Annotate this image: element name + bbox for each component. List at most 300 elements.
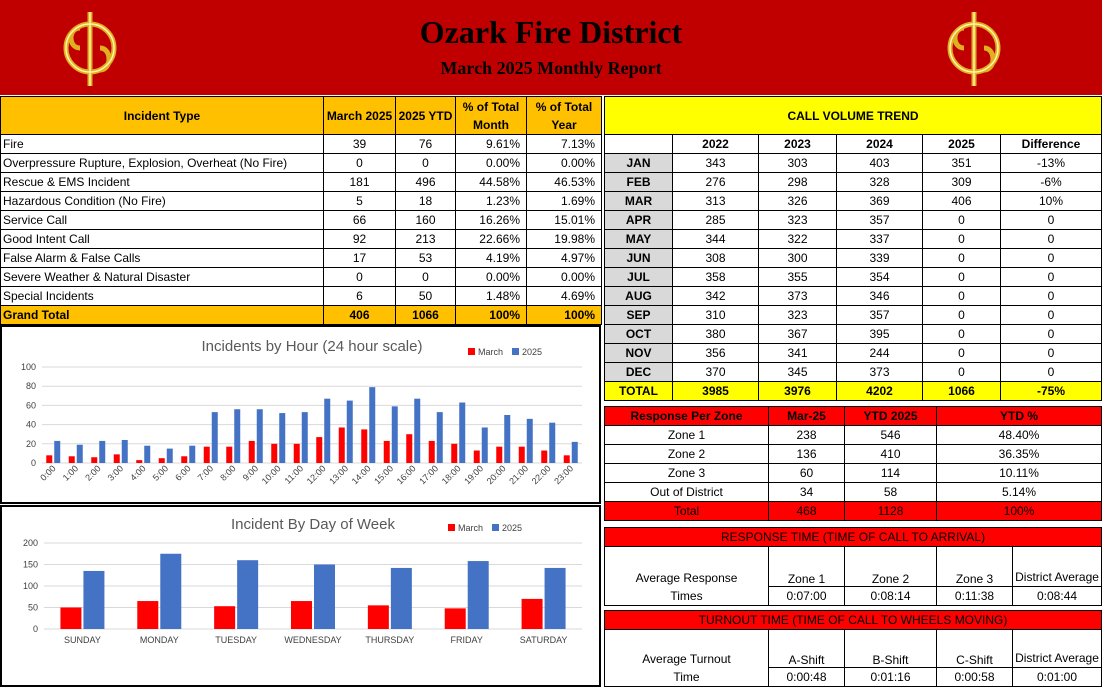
zone-cell: 10.11%	[937, 464, 1102, 483]
zone-cell: 58	[845, 483, 937, 502]
trend-month-row	[605, 363, 1102, 382]
trend-value-cell: 313	[673, 192, 759, 211]
trend-value-cell: 395	[837, 325, 923, 344]
pct-year-cell: 7.13%	[527, 135, 602, 154]
incident-row	[1, 192, 602, 211]
march-bar	[46, 455, 52, 463]
c-shift-turnout-value: 0:00:58	[937, 668, 1013, 687]
ytd-2025-bar	[324, 399, 330, 463]
trend-month-row	[605, 306, 1102, 325]
zone-column-header: Mar-25	[769, 407, 845, 426]
legend-swatch	[492, 524, 499, 531]
trend-month-row	[605, 192, 1102, 211]
trend-column-header-row	[605, 135, 1102, 154]
ytd-2025-bar	[237, 560, 258, 629]
trend-value-cell: 0	[1001, 306, 1102, 325]
x-tick-label: 19:00	[462, 463, 486, 487]
trend-value-cell: 369	[837, 192, 923, 211]
zone-cell: 60	[769, 464, 845, 483]
trend-value-cell: 373	[759, 287, 837, 306]
zone-cell: 34	[769, 483, 845, 502]
report-title: Ozark Fire District	[419, 14, 683, 50]
trend-year-header: 2024	[837, 135, 923, 154]
district-average-turnout-value: 0:01:00	[1013, 668, 1102, 687]
trend-value-cell: 0	[923, 268, 1001, 287]
trend-value-cell: 0	[923, 344, 1001, 363]
trend-value-cell: 308	[673, 249, 759, 268]
x-tick-label: 0:00	[38, 463, 58, 483]
x-tick-label: 15:00	[372, 463, 396, 487]
district-average-turnout-header: District Average	[1013, 630, 1102, 668]
pct-year-cell: 15.01%	[527, 211, 602, 230]
x-tick-label: 5:00	[150, 463, 171, 483]
trend-month-row	[605, 154, 1102, 173]
y-tick-label: 20	[25, 438, 36, 449]
march-bar	[271, 444, 277, 463]
ytd-2025-bar	[482, 427, 488, 463]
trend-value-cell: 309	[923, 173, 1001, 192]
trend-month-row	[605, 325, 1102, 344]
zone2-column-header: Zone 2	[845, 547, 937, 587]
incident-type-header: Incident Type	[1, 97, 324, 135]
pct-year-cell: 4.69%	[527, 287, 602, 306]
trend-month-row	[605, 211, 1102, 230]
trend-value-cell: 0	[1001, 268, 1102, 287]
trend-value-cell: 0	[923, 230, 1001, 249]
x-tick-label: 13:00	[327, 463, 351, 487]
ytd-2025-bar	[314, 565, 335, 630]
incidents-by-day-chart	[0, 505, 601, 687]
pct-month-cell: 9.61%	[456, 135, 527, 154]
ytd-2025-bar	[77, 445, 83, 463]
x-tick-label: TUESDAY	[215, 635, 258, 645]
avg-response-label-line1: Average Response	[635, 571, 738, 585]
march-bar	[522, 599, 543, 629]
y-tick-label: 60	[25, 400, 36, 411]
ytd-2025-bar	[160, 554, 181, 629]
zone-header-row	[605, 407, 1102, 426]
march-bar	[214, 606, 235, 629]
trend-month-label: SEP	[605, 306, 673, 325]
trend-value-cell: 406	[923, 192, 1001, 211]
ytd-2025-bar	[369, 387, 375, 463]
trend-value-cell: 298	[759, 173, 837, 192]
march-count-cell: 17	[324, 249, 396, 268]
zone-cell: 36.35%	[937, 445, 1102, 464]
incident-row	[1, 287, 602, 306]
march-count-cell: 181	[324, 173, 396, 192]
ytd-count-cell: 0	[396, 268, 456, 287]
march-bar	[519, 447, 525, 463]
zone-cell: Zone 1	[605, 426, 769, 445]
district-average-column-header: District Average	[1013, 547, 1102, 587]
incident-type-cell: Severe Weather & Natural Disaster	[1, 268, 324, 287]
march-count-cell: 0	[324, 268, 396, 287]
trend-value-cell: 346	[837, 287, 923, 306]
trend-value-cell: 342	[673, 287, 759, 306]
pct-year-cell: 19.98%	[527, 230, 602, 249]
trend-year-header: 2025	[923, 135, 1001, 154]
response-per-zone-table	[604, 406, 1102, 521]
trend-month-label: AUG	[605, 287, 673, 306]
ytd-2025-bar	[527, 419, 533, 463]
ytd-2025-bar	[54, 441, 60, 463]
trend-total-cell: 1066	[923, 382, 1001, 401]
trend-value-cell: 357	[837, 306, 923, 325]
trend-month-row	[605, 287, 1102, 306]
zone-cell: Out of District	[605, 483, 769, 502]
call-volume-trend-title: CALL VOLUME TREND	[605, 97, 1102, 135]
trend-total-cell: TOTAL	[605, 382, 673, 401]
trend-total-cell: 4202	[837, 382, 923, 401]
trend-value-cell: 367	[759, 325, 837, 344]
zone-row	[605, 426, 1102, 445]
zone-cell: Zone 3	[605, 464, 769, 483]
legend-swatch	[468, 348, 475, 355]
march-bar	[541, 451, 547, 463]
x-tick-label: MONDAY	[139, 635, 179, 645]
trend-value-cell: 355	[759, 268, 837, 287]
march-bar	[445, 608, 466, 629]
x-tick-label: 6:00	[173, 463, 193, 483]
pct-month-cell: 4.19%	[456, 249, 527, 268]
x-tick-label: 11:00	[282, 463, 306, 486]
ytd-2025-bar	[392, 406, 398, 463]
pct-month-cell: 1.48%	[456, 287, 527, 306]
incident-row	[1, 135, 602, 154]
report-header	[0, 0, 1102, 95]
pct-year-cell: 0.00%	[527, 154, 602, 173]
trend-value-cell: 0	[1001, 249, 1102, 268]
ytd-2025-bar	[122, 440, 128, 463]
trend-total-cell: -75%	[1001, 382, 1102, 401]
incident-type-cell: Rescue & EMS Incident	[1, 173, 324, 192]
x-tick-label: 10:00	[259, 463, 283, 487]
pct-month-cell: 22.66%	[456, 230, 527, 249]
incidents-by-hour-svg	[2, 327, 599, 502]
trend-month-label: APR	[605, 211, 673, 230]
trend-value-cell: 356	[673, 344, 759, 363]
x-tick-label: 18:00	[439, 463, 463, 487]
ytd-2025-bar	[468, 561, 489, 629]
ytd-2025-bar	[83, 571, 104, 629]
pct-month-cell: 0.00%	[456, 154, 527, 173]
trend-value-cell: 244	[837, 344, 923, 363]
march-count-cell: 66	[324, 211, 396, 230]
x-tick-label: 20:00	[484, 463, 508, 487]
trend-value-cell: 337	[837, 230, 923, 249]
trend-value-cell: 0	[923, 211, 1001, 230]
trend-value-cell: 341	[759, 344, 837, 363]
march-bar	[204, 447, 210, 463]
x-tick-label: SATURDAY	[519, 635, 568, 645]
b-shift-turnout-value: 0:01:16	[845, 668, 937, 687]
incident-type-cell: False Alarm & False Calls	[1, 249, 324, 268]
response-time-table	[604, 527, 1102, 606]
b-shift-column-header: B-Shift	[845, 630, 937, 668]
avg-turnout-label-line2: Time	[673, 670, 700, 684]
avg-response-label-line2: Times	[670, 589, 703, 603]
y-tick-label: 100	[22, 581, 38, 591]
legend-swatch	[512, 348, 519, 355]
zone-cell: 48.40%	[937, 426, 1102, 445]
x-tick-label: 3:00	[105, 463, 126, 483]
x-tick-label: 2:00	[83, 463, 103, 483]
grand-total-cell: Grand Total	[1, 306, 324, 325]
ytd-2025-bar	[144, 446, 150, 463]
legend-label: 2025	[522, 347, 543, 357]
x-tick-label: WEDNESDAY	[284, 635, 342, 645]
x-tick-label: 8:00	[218, 463, 238, 483]
trend-value-cell: 403	[837, 154, 923, 173]
trend-value-cell: 0	[1001, 287, 1102, 306]
ytd-2025-bar	[504, 415, 510, 463]
report-subtitle: March 2025 Monthly Report	[440, 58, 662, 78]
x-tick-label: SUNDAY	[64, 635, 101, 645]
march-bar	[339, 427, 345, 463]
march-bar	[137, 601, 158, 629]
avg-turnout-label	[605, 630, 769, 687]
march-bar	[429, 441, 435, 463]
turnout-time-table	[604, 610, 1102, 687]
trend-value-cell: 300	[759, 249, 837, 268]
trend-value-cell: 323	[759, 211, 837, 230]
march-count-cell: 0	[324, 154, 396, 173]
march-count-cell: 92	[324, 230, 396, 249]
pct-year-cell: 0.00%	[527, 268, 602, 287]
zone-row	[605, 483, 1102, 502]
chart-title: Incident By Day of Week	[231, 516, 395, 533]
grand-total-cell: 100%	[456, 306, 527, 325]
x-tick-label: 9:00	[240, 463, 261, 483]
incident-type-cell: Special Incidents	[1, 287, 324, 306]
ytd-2025-bar	[437, 412, 443, 463]
trend-blank-header	[605, 135, 673, 154]
pct-month-cell: 0.00%	[456, 268, 527, 287]
x-tick-label: 23:00	[552, 463, 576, 487]
incident-row	[1, 154, 602, 173]
ytd-2025-bar	[302, 412, 308, 463]
ytd-count-cell: 213	[396, 230, 456, 249]
trend-month-label: NOV	[605, 344, 673, 363]
pct-year-cell: 4.97%	[527, 249, 602, 268]
legend-label: March	[478, 347, 504, 357]
grand-total-cell: 1066	[396, 306, 456, 325]
grand-total-cell: 100%	[527, 306, 602, 325]
zone-column-header: YTD 2025	[845, 407, 937, 426]
x-tick-label: THURSDAY	[365, 635, 415, 645]
trend-value-cell: 310	[673, 306, 759, 325]
incident-type-cell: Hazardous Condition (No Fire)	[1, 192, 324, 211]
zone-total-cell: 468	[769, 502, 845, 521]
ytd-2025-bar	[391, 568, 412, 629]
y-tick-label: 100	[20, 362, 36, 372]
trend-value-cell: -13%	[1001, 154, 1102, 173]
trend-total-cell: 3976	[759, 382, 837, 401]
x-tick-label: 14:00	[349, 463, 373, 487]
ytd-2025-bar	[212, 412, 218, 463]
trend-value-cell: 322	[759, 230, 837, 249]
march-bar	[451, 444, 457, 463]
turnout-time-title: TURNOUT TIME (TIME OF CALL TO WHEELS MOVING)	[605, 611, 1102, 630]
trend-value-cell: 0	[1001, 230, 1102, 249]
ytd-2025-bar	[545, 568, 566, 629]
y-tick-label: 0	[32, 624, 38, 634]
ytd-2025-bar	[347, 401, 353, 463]
zone-row	[605, 445, 1102, 464]
trend-value-cell: 370	[673, 363, 759, 382]
trend-value-cell: -6%	[1001, 173, 1102, 192]
x-tick-label: 16:00	[394, 463, 418, 487]
incident-type-cell: Fire	[1, 135, 324, 154]
trend-value-cell: 0	[923, 325, 1001, 344]
x-tick-label: 4:00	[128, 463, 148, 483]
incident-row	[1, 268, 602, 287]
incident-grand-total-row	[1, 306, 602, 325]
march-bar	[181, 456, 187, 463]
trend-value-cell: 0	[1001, 344, 1102, 363]
zone-cell: 410	[845, 445, 937, 464]
trend-value-cell: 326	[759, 192, 837, 211]
trend-value-cell: 343	[673, 154, 759, 173]
trend-month-label: FEB	[605, 173, 673, 192]
incident-type-table	[0, 96, 602, 325]
trend-value-cell: 345	[759, 363, 837, 382]
trend-total-cell: 3985	[673, 382, 759, 401]
x-tick-label: 1:00	[60, 463, 81, 483]
trend-value-cell: 357	[837, 211, 923, 230]
ytd-2025-bar	[279, 413, 285, 463]
march-count-cell: 5	[324, 192, 396, 211]
march-bar	[474, 451, 480, 463]
trend-value-cell: 323	[759, 306, 837, 325]
trend-value-cell: 380	[673, 325, 759, 344]
x-tick-label: 17:00	[417, 463, 441, 487]
legend-label: 2025	[502, 523, 523, 533]
x-tick-label: 7:00	[195, 463, 216, 483]
march-bar	[114, 454, 120, 463]
avg-response-label	[605, 547, 769, 606]
c-shift-column-header: C-Shift	[937, 630, 1013, 668]
incident-type-cell: Overpressure Rupture, Explosion, Overheat (No Fire)	[1, 154, 324, 173]
call-volume-trend-table	[604, 96, 1102, 401]
ytd-count-cell: 53	[396, 249, 456, 268]
trend-value-cell: 0	[1001, 363, 1102, 382]
zone-cell: 114	[845, 464, 937, 483]
x-tick-label: 22:00	[529, 463, 553, 487]
fire-district-logo-icon	[934, 8, 1014, 90]
trend-month-row	[605, 230, 1102, 249]
incident-row	[1, 211, 602, 230]
trend-month-row	[605, 268, 1102, 287]
ytd-count-cell: 18	[396, 192, 456, 211]
y-tick-label: 150	[22, 559, 38, 570]
trend-value-cell: 0	[923, 287, 1001, 306]
a-shift-column-header: A-Shift	[769, 630, 845, 668]
trend-month-label: DEC	[605, 363, 673, 382]
trend-year-header: 2023	[759, 135, 837, 154]
trend-value-cell: 373	[837, 363, 923, 382]
grand-total-cell: 406	[324, 306, 396, 325]
y-tick-label: 50	[27, 602, 38, 613]
trend-value-cell: 339	[837, 249, 923, 268]
zone-cell: Zone 2	[605, 445, 769, 464]
march-bar	[91, 457, 97, 463]
ytd-2025-bar	[257, 409, 263, 463]
ytd-2025-bar	[549, 423, 555, 463]
incident-row	[1, 249, 602, 268]
trend-value-cell: 285	[673, 211, 759, 230]
pct-year-header: % of Total Year	[527, 97, 602, 135]
legend-label: March	[458, 523, 484, 533]
trend-month-row	[605, 249, 1102, 268]
march-bar	[368, 605, 389, 629]
trend-value-cell: 358	[673, 268, 759, 287]
trend-value-cell: 0	[923, 363, 1001, 382]
zone-cell: 546	[845, 426, 937, 445]
march-bar	[294, 444, 300, 463]
trend-value-cell: 354	[837, 268, 923, 287]
x-tick-label: 12:00	[304, 463, 328, 487]
pct-month-cell: 44.58%	[456, 173, 527, 192]
ytd-2025-bar	[167, 449, 173, 463]
ytd-count-cell: 496	[396, 173, 456, 192]
trend-month-label: OCT	[605, 325, 673, 344]
trend-value-cell: 0	[1001, 325, 1102, 344]
march-bar	[384, 441, 390, 463]
trend-month-label: JUN	[605, 249, 673, 268]
zone-cell: 5.14%	[937, 483, 1102, 502]
trend-value-cell: 0	[923, 249, 1001, 268]
trend-value-cell: 351	[923, 154, 1001, 173]
march-bar	[226, 447, 232, 463]
trend-total-row	[605, 382, 1102, 401]
pct-month-header: % of Total Month	[456, 97, 527, 135]
chart-title: Incidents by Hour (24 hour scale)	[201, 338, 423, 355]
incidents-by-day-svg	[2, 507, 599, 685]
march-bar	[291, 601, 312, 629]
incident-type-cell: Service Call	[1, 211, 324, 230]
trend-value-cell: 328	[837, 173, 923, 192]
y-tick-label: 200	[22, 538, 38, 548]
incident-type-cell: Good Intent Call	[1, 230, 324, 249]
trend-month-label: JAN	[605, 154, 673, 173]
march-bar	[316, 437, 322, 463]
zone1-response-value: 0:07:00	[769, 587, 845, 606]
response-time-title: RESPONSE TIME (TIME OF CALL TO ARRIVAL)	[605, 528, 1102, 547]
ytd-count-cell: 0	[396, 154, 456, 173]
a-shift-turnout-value: 0:00:48	[769, 668, 845, 687]
zone-cell: 238	[769, 426, 845, 445]
march-bar	[406, 434, 412, 463]
incident-row	[1, 173, 602, 192]
avg-turnout-label-line1: Average Turnout	[642, 652, 731, 666]
trend-month-row	[605, 344, 1102, 363]
y-tick-label: 0	[30, 458, 36, 468]
trend-value-cell: 0	[1001, 211, 1102, 230]
y-tick-label: 80	[25, 381, 36, 392]
march-bar	[60, 608, 81, 630]
march-bar	[249, 441, 255, 463]
ytd-2025-bar	[234, 409, 240, 463]
zone-cell: 136	[769, 445, 845, 464]
trend-year-header: 2022	[673, 135, 759, 154]
zone3-response-value: 0:11:38	[937, 587, 1013, 606]
ytd-2025-bar	[189, 446, 195, 463]
ytd-2025-header: 2025 YTD	[396, 97, 456, 135]
zone1-column-header: Zone 1	[769, 547, 845, 587]
district-average-response-value: 0:08:44	[1013, 587, 1102, 606]
